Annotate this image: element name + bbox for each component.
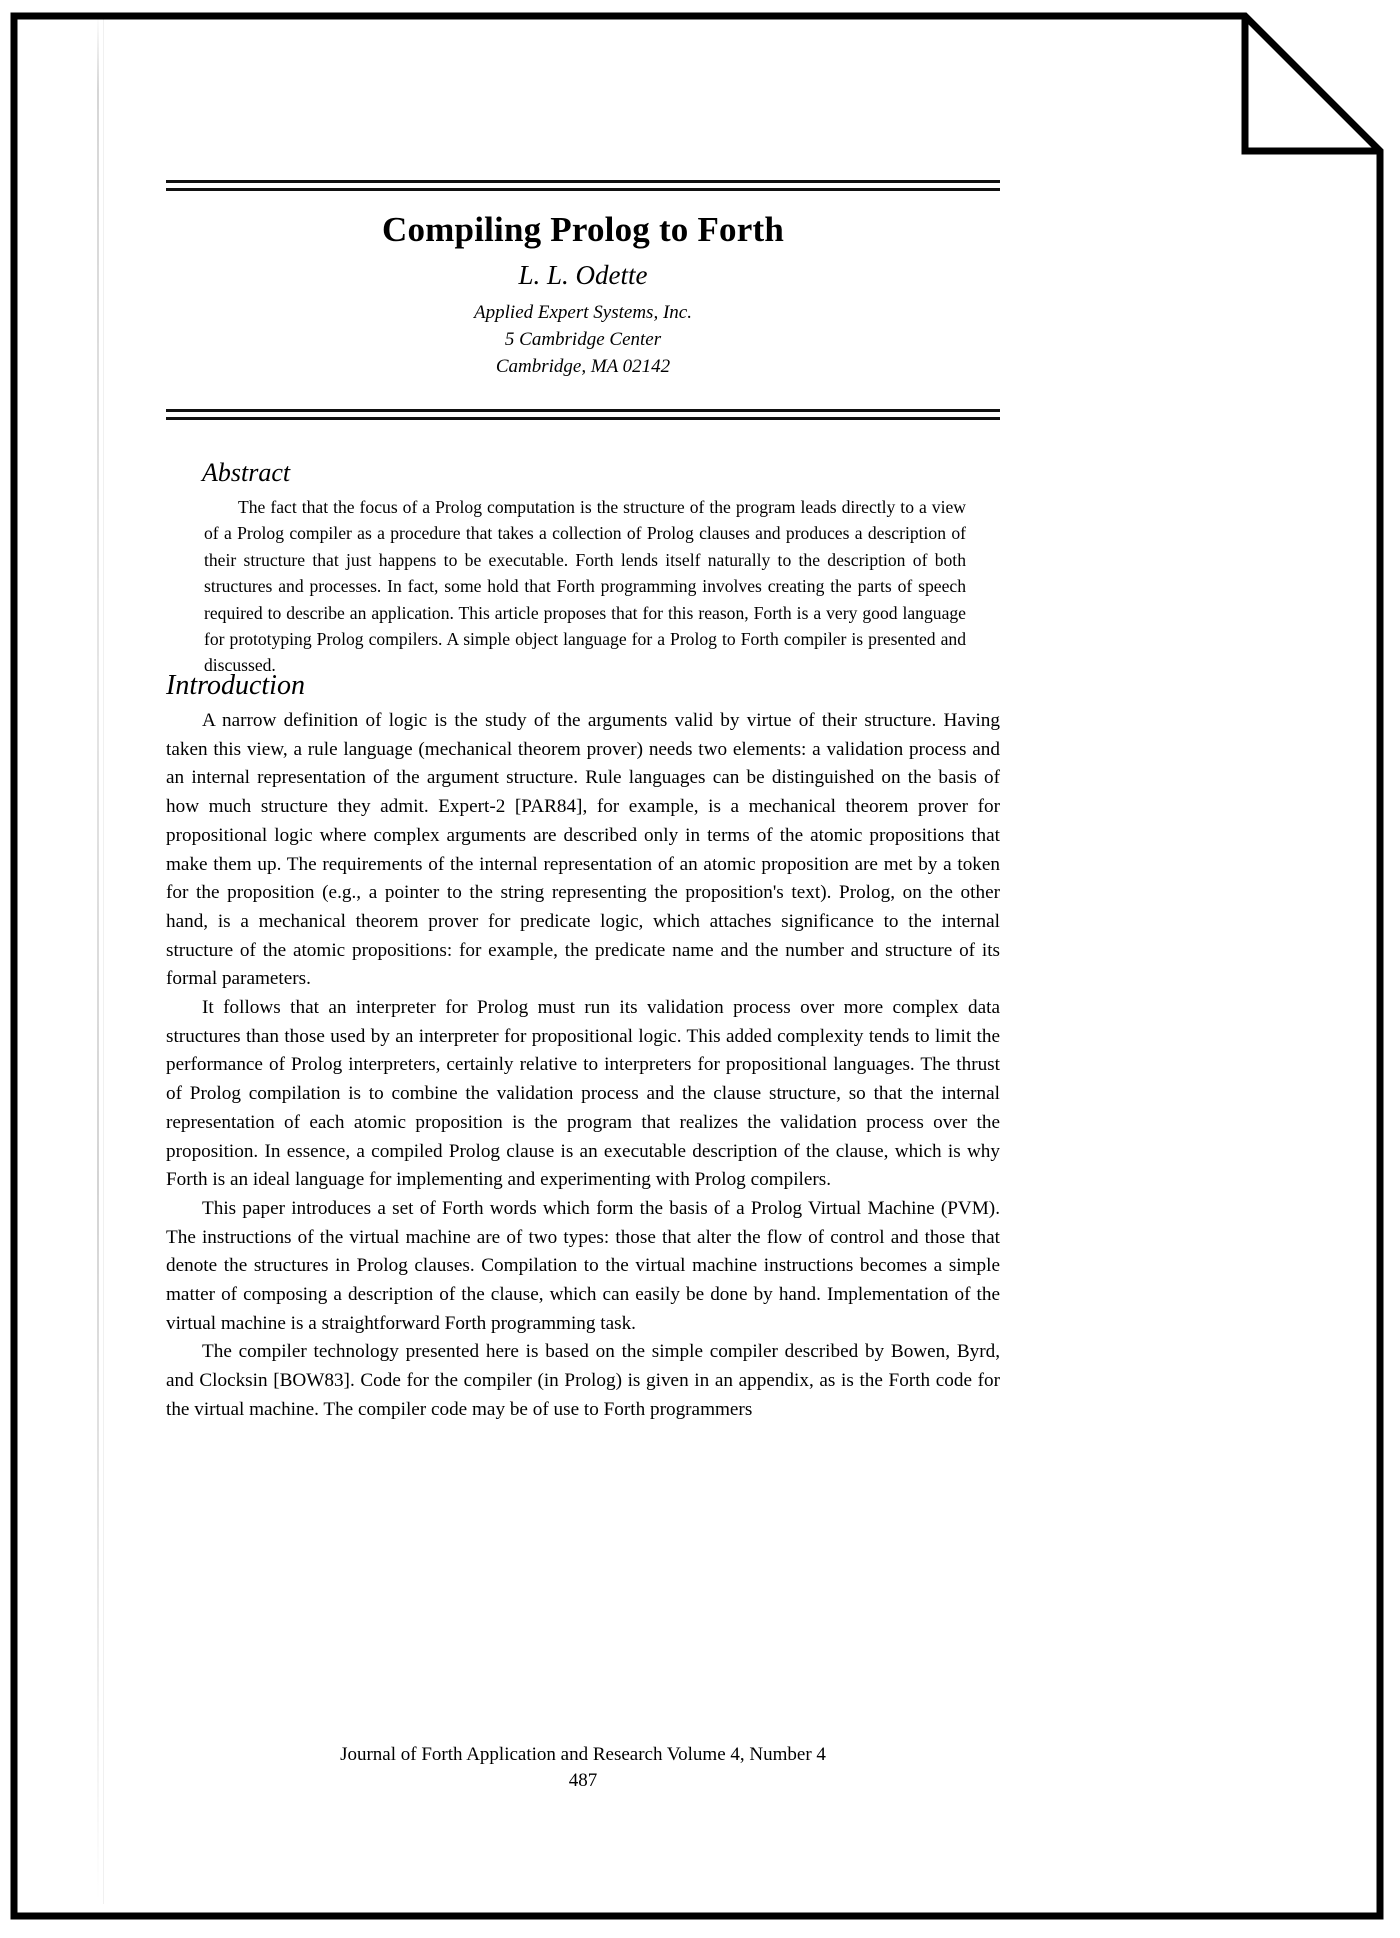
journal-citation: Journal of Forth Application and Research Volume 4, Number 4: [340, 1744, 826, 1765]
scan-artifact-streak-secondary: [103, 14, 104, 1904]
abstract-heading: Abstract: [202, 458, 291, 487]
author-name: L. L. Odette: [518, 259, 648, 290]
affiliation-organization: Applied Expert Systems, Inc.: [474, 302, 692, 324]
title-block: [166, 211, 1000, 381]
page-footer: [166, 1742, 1000, 1793]
page-title: Compiling Prolog to Forth: [382, 210, 784, 249]
scan-artifact-streak: [97, 14, 99, 1904]
introduction-paragraph-3: This paper introduces a set of Forth words which form the basis of a Prolog Virtual Machine (PVM). The instructions of the virtual machine are of two types: those that alter the flow of control and those that denote the structures in Prolog clauses. Compilation to the virtual machine instructions becomes a simple matter of composing a description of the clause, which can easily be done by hand. Implementation of the virtual machine is a straightforward Forth programming task.: [166, 1197, 1000, 1334]
introduction-paragraph-1: A narrow definition of logic is the study of the arguments valid by virtue of their structure. Having taken this view, a rule language (mechanical theorem prover) needs two elements: a validation process and an internal representation of the argument structure. Rule languages can be distinguished on the basis of how much structure they admit. Expert-2 [PAR84], for example, is a mechanical theorem prover for propositional logic where complex arguments are described only in terms of the atomic propositions that make them up. The requirements of the internal representation of an atomic proposition are met by a token for the proposition (e.g., a pointer to the string representing the proposition's text). Prolog, on the other hand, is a mechanical theorem prover for predicate logic, which attaches significance to the internal structure of the atomic propositions: for example, the predicate name and the number and structure of its formal parameters.: [166, 710, 1000, 990]
introduction-paragraph-2: It follows that an interpreter for Prolog must run its validation process over more complex data structures than those used by an interpreter for propositional logic. This added complexity tends to limit the performance of Prolog interpreters, certainly relative to interpreters for propositional languages. The thrust of Prolog compilation is to combine the validation process and the clause structure, so that the internal representation of each atomic proposition is the program that realizes the validation process over the proposition. In essence, a compiled Prolog clause is an executable description of the clause, which is why Forth is an ideal language for implementing and experimenting with Prolog compilers.: [166, 997, 1000, 1191]
abstract-section: [166, 458, 1000, 679]
header-rule-top: [166, 180, 1000, 191]
introduction-heading: Introduction: [166, 670, 305, 701]
header-rule-bottom: [166, 409, 1000, 420]
page-number: 487: [568, 1769, 598, 1791]
introduction-paragraph-4: The compiler technology presented here is based on the simple compiler described by Bowen, Byrd, and Clocksin [BOW83]. Code for the compiler (in Prolog) is given in an appendix, as is the Forth code for the virtual machine. The compiler code may be of use to Forth programmers: [166, 1341, 1000, 1420]
affiliation-street: 5 Cambridge Center: [504, 329, 662, 351]
affiliation-city-state-zip: Cambridge, MA 02142: [495, 356, 671, 378]
introduction-section: [166, 670, 1000, 1425]
abstract-body: The fact that the focus of a Prolog computation is the structure of the program leads directly to a view of a Prolog compiler as a procedure that takes a collection of Prolog clauses and produces a description of their structure that just happens to be executable. Forth lends itself naturally to the description of both structures and processes. In fact, some hold that Forth programming involves creating the parts of speech required to describe an application. This article proposes that for this reason, Forth is a very good language for prototyping Prolog compilers. A simple object language for a Prolog to Forth compiler is presented and discussed.: [204, 497, 966, 676]
